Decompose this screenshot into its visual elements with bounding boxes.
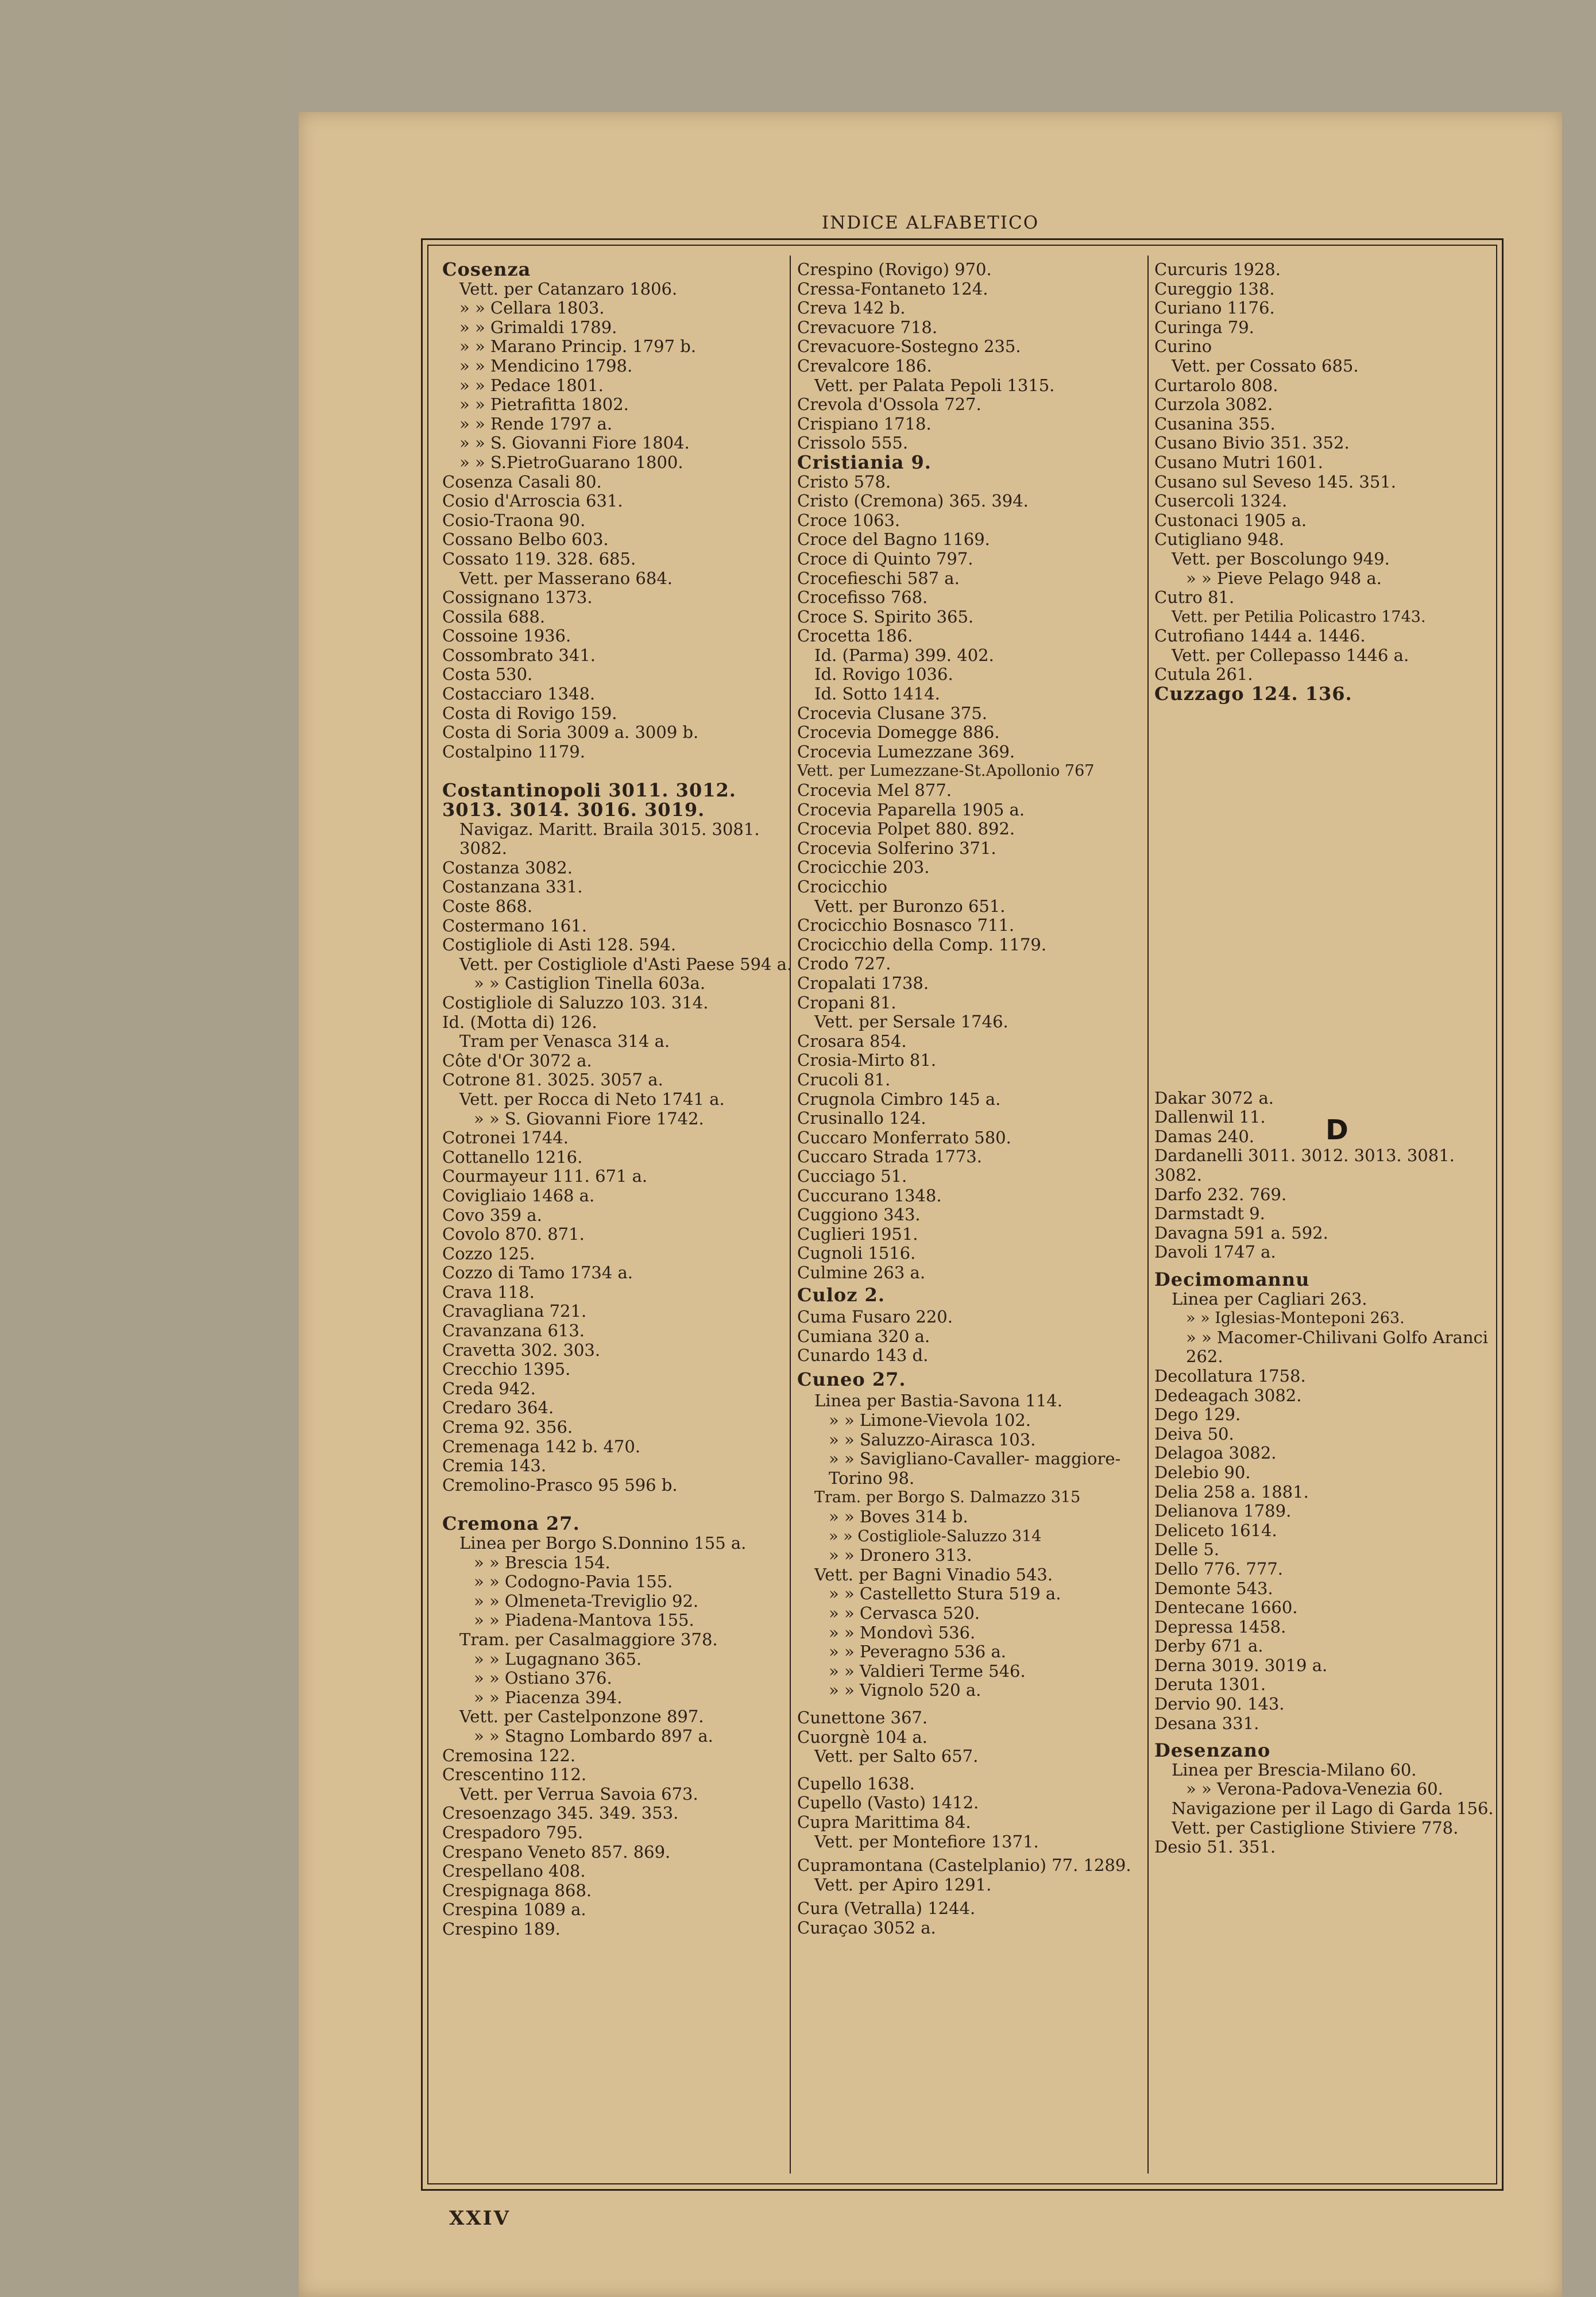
entry: » » Piadena-Mantova 155.	[474, 1611, 694, 1630]
entry: Demonte 543.	[1154, 1579, 1273, 1598]
entry: » » Pedace 1801.	[459, 376, 604, 395]
entry: Crocevia Mel 877.	[797, 781, 952, 801]
entry: Crevola d'Ossola 727.	[797, 395, 981, 415]
entry: Crocicchio della Comp. 1179.	[797, 935, 1047, 954]
entry: Cupello 1638.	[797, 1774, 915, 1793]
entry: Cremolino-Prasco 95 596 b.	[442, 1475, 678, 1495]
entry: Crosara 854.	[797, 1031, 907, 1051]
entry: Cusano sul Seveso 145. 351.	[1154, 472, 1396, 492]
entry: Vett. per Buronzo 651.	[814, 896, 1006, 916]
entry: Cottanello 1216.	[442, 1147, 583, 1167]
entry: Curiano 1176.	[1154, 299, 1275, 318]
entry: Dakar 3072 a.	[1154, 1088, 1274, 1108]
book-page	[299, 112, 1562, 2297]
entry: Cossoine 1936.	[442, 627, 571, 646]
entry: Cupello (Vasto) 1412.	[797, 1793, 979, 1813]
entry: Costa di Soria 3009 a. 3009 b.	[442, 723, 699, 743]
entry: Croce del Bagno 1169.	[797, 530, 990, 550]
entry: Culmine 263 a.	[797, 1263, 926, 1282]
entry: » » Cellara 1803.	[459, 299, 605, 318]
entry: Croce di Quinto 797.	[797, 549, 973, 569]
entry: » » Marano Princip. 1797 b.	[459, 337, 697, 357]
entry: Derby 671 a.	[1154, 1637, 1263, 1656]
entry: Curzola 3082.	[1154, 395, 1273, 415]
entry: Cuccaro Monferrato 580.	[797, 1128, 1011, 1147]
entry: Vett. per Boscolungo 949.	[1172, 549, 1390, 569]
entry: Covigliaio 1468 a.	[442, 1186, 595, 1205]
entry-heading: Cuzzago 124. 136.	[1154, 685, 1352, 704]
entry: Crespino (Rovigo) 970.	[797, 260, 992, 279]
entry: Coste 868.	[442, 897, 533, 916]
entry: Cusanina 355.	[1154, 414, 1276, 434]
entry: Crevalcore 186.	[797, 356, 932, 376]
entry: Linea per Borgo S.Donnino 155 a.	[459, 1534, 747, 1553]
entry: Cusano Bivio 351. 352.	[1154, 434, 1350, 453]
entry: » » Brescia 154.	[474, 1553, 610, 1572]
entry: Tram. per Casalmaggiore 378.	[459, 1630, 718, 1649]
entry: Cura (Vetralla) 1244.	[797, 1899, 976, 1919]
entry: Cosio d'Arroscia 631.	[442, 492, 623, 511]
entry: Covo 359 a.	[442, 1205, 542, 1225]
entry: Credaro 364.	[442, 1398, 554, 1418]
entry: » » Grimaldi 1789.	[459, 318, 617, 337]
entry: Costa 530.	[442, 665, 533, 685]
entry: » » Stagno Lombardo 897 a.	[474, 1726, 713, 1746]
entry: Cuorgnè 104 a.	[797, 1727, 928, 1747]
entry: Cropani 81.	[797, 993, 896, 1012]
entry: Vett. per Lumezzane-St.Apollonio 767	[797, 762, 1095, 780]
entry: Croce 1063.	[797, 511, 901, 530]
entry: Id. Rovigo 1036.	[814, 665, 953, 685]
entry: Crespadoro 795.	[442, 1823, 583, 1842]
entry: Darmstadt 9.	[1154, 1204, 1265, 1224]
entry: Crecchio 1395.	[442, 1360, 571, 1379]
entry: » » Verona-Padova-Venezia 60.	[1186, 1779, 1443, 1799]
entry: Dello 776. 777.	[1154, 1559, 1283, 1579]
entry: » » Limone-Vievola 102.	[829, 1411, 1031, 1430]
entry: Cucciago 51.	[797, 1166, 907, 1186]
entry: » » Vignolo 520 a.	[829, 1681, 981, 1700]
entry: Cuggiono 343.	[797, 1205, 921, 1225]
entry: Vett. per Apiro 1291.	[814, 1875, 992, 1894]
entry: » » Codogno-Pavia 155.	[474, 1572, 673, 1592]
entry: » » Piacenza 394.	[474, 1688, 623, 1707]
entry: Crevacuore 718.	[797, 318, 938, 337]
entry: Derna 3019. 3019 a.	[1154, 1656, 1328, 1675]
entry: Costanza 3082.	[442, 858, 573, 877]
entry: » » Rende 1797 a.	[459, 414, 613, 434]
entry: Cresoenzago 345. 349. 353.	[442, 1804, 679, 1823]
entry: Deiva 50.	[1154, 1424, 1234, 1444]
entry: Damas 240.	[1154, 1127, 1254, 1146]
entry: Cutula 261.	[1154, 665, 1253, 685]
entry: Cupra Marittima 84.	[797, 1812, 971, 1832]
entry: » » Valdieri Terme 546.	[829, 1661, 1026, 1681]
entry-heading: Cosenza	[442, 260, 531, 280]
entry: Curcuris 1928.	[1154, 260, 1281, 279]
entry: » » Pietrafitta 1802.	[459, 395, 629, 415]
entry: Crespellano 408.	[442, 1862, 586, 1881]
entry: Cropalati 1738.	[797, 973, 929, 993]
entry: Vett. per Salto 657.	[814, 1747, 979, 1766]
entry: Cutigliano 948.	[1154, 530, 1285, 550]
entry: Curinga 79.	[1154, 318, 1254, 337]
entry: Creda 942.	[442, 1379, 536, 1398]
entry: Delia 258 a. 1881.	[1154, 1482, 1309, 1502]
entry: Crema 92. 356.	[442, 1418, 573, 1437]
entry: » » Ostiano 376.	[474, 1669, 612, 1688]
entry: Crevacuore-Sostegno 235.	[797, 337, 1021, 357]
entry: Decollatura 1758.	[1154, 1366, 1306, 1386]
entry: Tram per Venasca 314 a.	[459, 1032, 670, 1051]
entry: Costacciaro 1348.	[442, 685, 596, 704]
entry: Custonaci 1905 a.	[1154, 511, 1307, 530]
entry: » » Costigliole-Saluzzo 314	[829, 1527, 1042, 1545]
entry: » » Dronero 313.	[829, 1546, 972, 1565]
entry: Delle 5.	[1154, 1540, 1220, 1560]
entry: Cureggio 138.	[1154, 279, 1275, 299]
entry: Crocevia Clusane 375.	[797, 703, 988, 723]
index-column-2	[797, 260, 1150, 1938]
entry-heading: Cuneo 27.	[797, 1370, 906, 1390]
entry: Cozzo di Tamo 1734 a.	[442, 1263, 633, 1283]
entry: Vett. per Rocca di Neto 1741 a.	[459, 1089, 725, 1109]
entry: Costanzana 331.	[442, 877, 583, 897]
entry: Crocicchio	[797, 877, 887, 896]
entry: Crusinallo 124.	[797, 1109, 926, 1128]
entry: » » Castiglion Tinella 603a.	[474, 974, 706, 993]
entry-heading: Cremona 27.	[442, 1514, 580, 1534]
entry: Cozzo 125.	[442, 1244, 535, 1263]
entry: Cuccaro Strada 1773.	[797, 1147, 982, 1167]
entry: Cossombrato 341.	[442, 645, 596, 665]
entry: Cravetta 302. 303.	[442, 1340, 601, 1360]
entry: Navigaz. Maritt. Braila 3015. 3081. 3082.	[459, 819, 760, 859]
entry: Cutrofiano 1444 a. 1446.	[1154, 627, 1366, 646]
entry: » » Peveragno 536 a.	[829, 1642, 1006, 1662]
entry: Delebio 90.	[1154, 1463, 1251, 1482]
entry: Cosio-Traona 90.	[442, 511, 586, 530]
entry-heading: Costantinopoli 3011. 3012. 3013. 3014. 3016. 3019.	[442, 779, 736, 821]
entry: » » Iglesias-Monteponi 263.	[1186, 1309, 1405, 1328]
entry: Dervio 90. 143.	[1154, 1695, 1285, 1714]
entry: Cunardo 143 d.	[797, 1346, 929, 1366]
entry: Dallenwil 11.	[1154, 1108, 1266, 1127]
entry: Crispiano 1718.	[797, 414, 932, 434]
entry: Crugnola Cimbro 145 a.	[797, 1089, 1001, 1109]
entry: Cressa-Fontaneto 124.	[797, 279, 988, 299]
entry: Vett. per Castiglione Stiviere 778.	[1172, 1818, 1459, 1838]
entry: Crava 118.	[442, 1282, 535, 1302]
entry: Crespina 1089 a.	[442, 1900, 586, 1920]
entry: Curaçao 3052 a.	[797, 1918, 936, 1938]
entry: » » Macomer-Chilivani Golfo Aranci 262.	[1186, 1327, 1489, 1367]
entry: Cravanzana 613.	[442, 1321, 585, 1341]
entry: Cremia 143.	[442, 1456, 547, 1476]
entry: Cuccurano 1348.	[797, 1186, 942, 1205]
entry: Cossano Belbo 603.	[442, 530, 609, 550]
entry: » » Boves 314 b.	[829, 1507, 968, 1526]
entry: Crespignaga 868.	[442, 1881, 592, 1900]
entry: Crocevia Lumezzane 369.	[797, 742, 1015, 761]
entry: Costermano 161.	[442, 916, 587, 935]
entry: Curino	[1154, 337, 1212, 357]
index-column-3	[1154, 260, 1508, 1857]
entry: Curtarolo 808.	[1154, 376, 1278, 395]
running-header: INDICE ALFABETICO	[821, 212, 1039, 233]
entry: Crocevia Polpet 880. 892.	[797, 819, 1015, 839]
entry: Cossignano 1373.	[442, 588, 593, 608]
entry: Davagna 591 a. 592.	[1154, 1223, 1328, 1243]
section-letter: D	[1326, 1114, 1348, 1146]
entry-heading: Desenzano	[1154, 1741, 1271, 1761]
entry: Crescentino 112.	[442, 1765, 587, 1785]
entry: Vett. per Montefiore 1371.	[814, 1832, 1039, 1851]
entry: Cravagliana 721.	[442, 1302, 587, 1321]
entry: Delagoa 3082.	[1154, 1444, 1277, 1463]
entry: Dardanelli 3011. 3012. 3013. 3081. 3082.	[1154, 1146, 1455, 1185]
entry: Vett. per Masserano 684.	[459, 569, 673, 588]
entry: Tram. per Borgo S. Dalmazzo 315	[814, 1488, 1081, 1507]
entry: Dedeagach 3082.	[1154, 1386, 1302, 1405]
entry: Cremenaga 142 b. 470.	[442, 1437, 641, 1456]
entry: Crocevia Solferino 371.	[797, 838, 996, 858]
entry: Cristo (Cremona) 365. 394.	[797, 492, 1029, 511]
entry: Davoli 1747 a.	[1154, 1243, 1276, 1262]
entry: Vett. per Catanzaro 1806.	[459, 279, 678, 299]
entry: Cusercoli 1324.	[1154, 492, 1288, 511]
entry: » » Mondovì 536.	[829, 1623, 976, 1642]
entry: Cotrone 81. 3025. 3057 a.	[442, 1070, 663, 1090]
entry: Cugnoli 1516.	[797, 1244, 916, 1263]
entry: Crocicchio Bosnasco 711.	[797, 916, 1015, 935]
entry: Cusano Mutri 1601.	[1154, 453, 1323, 472]
entry: » » Olmeneta-Treviglio 92.	[474, 1591, 699, 1611]
entry-heading: Culoz 2.	[797, 1286, 885, 1306]
entry: » » Pieve Pelago 948 a.	[1186, 569, 1382, 588]
entry: » » Cervasca 520.	[829, 1603, 980, 1623]
entry: Dego 129.	[1154, 1405, 1241, 1425]
entry: Darfo 232. 769.	[1154, 1185, 1287, 1204]
entry: » » S. Giovanni Fiore 1804.	[459, 434, 690, 453]
scan-left-margin	[0, 0, 287, 2297]
entry: Vett. per Costigliole d'Asti Paese 594 a.	[459, 954, 793, 974]
entry: Navigazione per il Lago di Garda 156.	[1172, 1799, 1494, 1819]
entry: Cuglieri 1951.	[797, 1224, 918, 1244]
entry: Cossila 688.	[442, 607, 546, 627]
entry: Vett. per Sersale 1746.	[814, 1012, 1008, 1032]
entry: Cupramontana (Castelplanio) 77. 1289.	[797, 1855, 1131, 1876]
entry: Cosenza Casali 80.	[442, 472, 602, 492]
entry: Deruta 1301.	[1154, 1675, 1266, 1695]
entry: Crosia-Mirto 81.	[797, 1051, 937, 1070]
index-column-1	[442, 260, 795, 1939]
entry: » » Savigliano-Cavaller- maggiore-Torino 98.	[829, 1449, 1121, 1488]
entry: Crespino 189.	[442, 1919, 561, 1939]
entry: Cotronei 1744.	[442, 1128, 569, 1148]
entry: Vett. per Cossato 685.	[1172, 356, 1359, 376]
entry: Linea per Bastia-Savona 114.	[814, 1391, 1062, 1411]
entry: Cuma Fusaro 220.	[797, 1308, 953, 1327]
entry: Covolo 870. 871.	[442, 1225, 585, 1244]
entry: Desio 51. 351.	[1154, 1838, 1276, 1857]
entry: Costigliole di Saluzzo 103. 314.	[442, 993, 709, 1012]
entry: Croce S. Spirito 365.	[797, 607, 974, 627]
entry: » » Saluzzo-Airasca 103.	[829, 1430, 1036, 1449]
entry: Depressa 1458.	[1154, 1617, 1286, 1637]
entry: Crocetta 186.	[797, 627, 913, 646]
entry: Linea per Brescia-Milano 60.	[1172, 1760, 1417, 1780]
entry: Crodo 727.	[797, 954, 891, 974]
entry: Crespano Veneto 857. 869.	[442, 1842, 671, 1862]
entry: Vett. per Petilia Policastro 1743.	[1172, 608, 1426, 626]
entry: Crocevia Domegge 886.	[797, 723, 1000, 743]
entry: Cunettone 367.	[797, 1708, 928, 1727]
entry: Delianova 1789.	[1154, 1502, 1292, 1521]
entry-heading: Decimomannu	[1154, 1270, 1310, 1290]
entry: Côte d'Or 3072 a.	[442, 1051, 592, 1070]
entry: Cossato 119. 328. 685.	[442, 549, 636, 569]
entry: Dentecane 1660.	[1154, 1598, 1298, 1618]
entry: » » S.PietroGuarano 1800.	[459, 453, 683, 472]
entry: » » Lugagnano 365.	[474, 1649, 642, 1669]
entry: Costa di Rovigo 159.	[442, 703, 617, 723]
entry: Cutro 81.	[1154, 588, 1235, 608]
entry: Courmayeur 111. 671 a.	[442, 1167, 648, 1186]
entry: Cremosina 122.	[442, 1746, 576, 1765]
entry: Desana 331.	[1154, 1714, 1259, 1733]
page-number: XXIV	[449, 2207, 511, 2230]
entry: Id. (Parma) 399. 402.	[814, 645, 994, 665]
entry: Crocefieschi 587 a.	[797, 569, 960, 588]
entry: Cristo 578.	[797, 472, 891, 492]
entry-heading: Cristiania 9.	[797, 453, 932, 473]
entry: Vett. per Castelponzone 897.	[459, 1707, 704, 1727]
entry: Id. Sotto 1414.	[814, 685, 940, 704]
entry: Vett. per Verrua Savoia 673.	[459, 1784, 698, 1804]
entry: Costigliole di Asti 128. 594.	[442, 935, 677, 955]
entry: Cumiana 320 a.	[797, 1327, 930, 1346]
entry: » » Castelletto Stura 519 a.	[829, 1584, 1061, 1604]
entry: Deliceto 1614.	[1154, 1521, 1277, 1540]
entry: Creva 142 b.	[797, 299, 906, 318]
entry: Linea per Cagliari 263.	[1172, 1289, 1367, 1309]
entry: Vett. per Collepasso 1446 a.	[1172, 645, 1409, 665]
entry: Crissolo 555.	[797, 434, 909, 453]
entry: Vett. per Palata Pepoli 1315.	[814, 376, 1055, 395]
entry: Crocevia Paparella 1905 a.	[797, 800, 1025, 819]
entry: Crocefisso 768.	[797, 588, 928, 608]
entry: Id. (Motta di) 126.	[442, 1012, 597, 1032]
entry: » » S. Giovanni Fiore 1742.	[474, 1109, 704, 1128]
entry: » » Mendicino 1798.	[459, 356, 633, 376]
entry: Vett. per Bagni Vinadio 543.	[814, 1565, 1053, 1584]
entry: Crocicchie 203.	[797, 858, 930, 877]
entry: Costalpino 1179.	[442, 742, 585, 761]
entry: Crucoli 81.	[797, 1070, 891, 1089]
